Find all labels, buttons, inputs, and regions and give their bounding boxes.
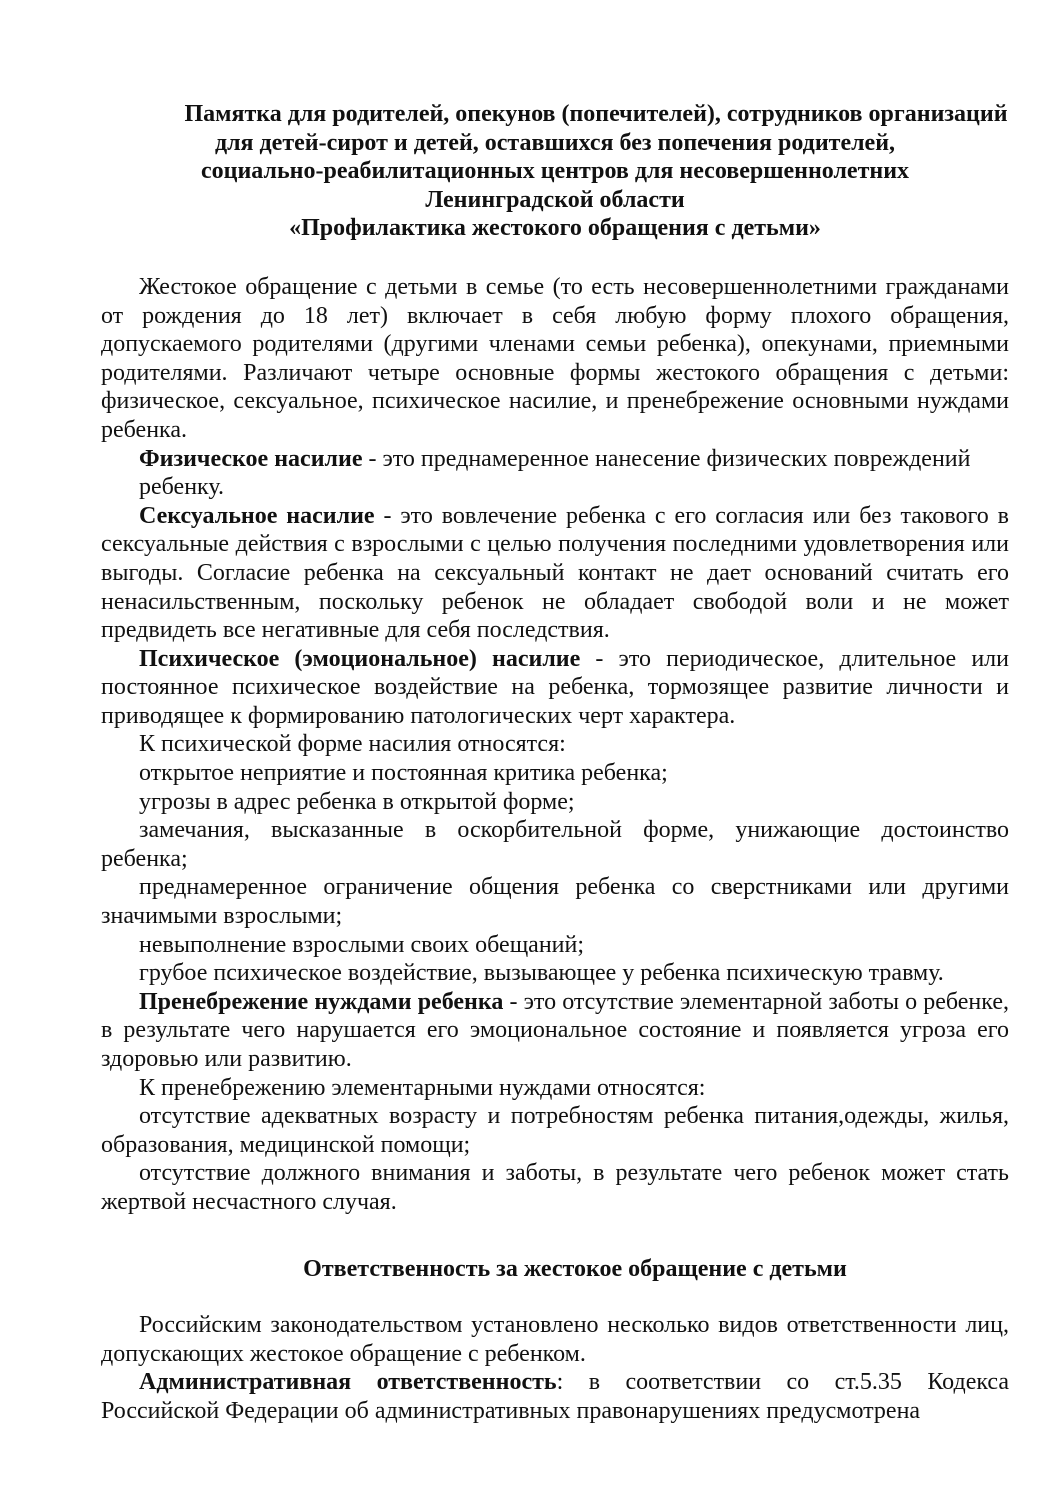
psychic-list-item: преднамеренное ограничение общения ребенка со сверстниками или другими значимыми взрослыми; [101,874,1009,930]
intro-paragraph: Жестокое обращение с детьми в семье (то есть несовершеннолетними гражданами от рождения до 18 лет) включает в себя любую форму плохого обращения, допускаемого родителями (другими членами семьи ребенка), опекунами, приемными родителями. Различают четыре основные формы жестокого обращения с детьми: физическое, сексуальное, психическое насилие, и пренебрежение основными нуждами ребенка. [101,273,1009,443]
title-line: «Профилактика жестокого обращения с детьми» [289,215,821,242]
section-heading: Ответственность за жестокое обращение с детьми [303,1255,847,1282]
physical-violence-term: Физическое насилие [139,445,363,472]
sexual-violence-term: Сексуальное насилие [139,502,375,529]
psychic-violence-text: - это периодическое, длительное или постоянное психическое воздействие на ребенка, тормозящее развитие личности и приводящее к формированию патологических черт характера. [101,645,1009,729]
psychic-list-item: грубое психическое воздействие, вызывающее у ребенка психическую травму. [139,960,944,987]
psychic-violence-term: Психическое (эмоциональное) насилие [139,645,581,672]
document-page [101,100,1009,1426]
administrative-paragraph [101,1368,1009,1425]
psychic-list-item: невыполнение взрослыми своих обещаний; [139,931,585,958]
psychic-list-item: замечания, высказанные в оскорбительной форме, унижающие достоинство ребенка; [101,817,1009,872]
neglect-list-intro: К пренебрежению элементарными нуждами относятся: [139,1074,706,1101]
psychic-list-item: угрозы в адрес ребенка в открытой форме; [139,788,575,815]
title-line: Памятка для родителей, опекунов (попечителей), сотрудников организаций [184,101,1008,127]
title-line: социально-реабилитационных центров для несовершеннолетних [200,158,910,185]
neglect-term: Пренебрежение нуждами ребенка [139,988,504,1015]
administrative-term: Административная ответственность [139,1369,557,1396]
psychic-list-item: открытое неприятие и постоянная критика ребенка; [139,760,668,787]
physical-violence-paragraph [101,445,1009,502]
title-line: для детей-сирот и детей, оставшихся без попечения родителей, [214,129,896,156]
neglect-text: - это отсутствие элементарной заботы о ребенке, в результате чего нарушается его эмоциональное состояние и появляется угроза его здоровью или развитию. [101,988,1009,1072]
responsibility-intro: Российским законодательством установлено несколько видов ответственности лиц, допускающих жестокое обращение с ребенком. [101,1312,1009,1367]
sexual-violence-text: - это вовлечение ребенка с его согласия или без такового в сексуальные действия с взрослыми с целью получения последними удовлетворения или выгоды. Согласие ребенка на сексуальный контакт не дает оснований считать его ненасильственным, поскольку ребенок не обладает свободой воли и не может предвидеть все негативные для себя последствия. [101,502,1009,644]
psychic-violence-paragraph [101,645,1009,731]
psychic-list-intro: К психической форме насилия относятся: [139,731,566,758]
physical-violence-text: - это преднамеренное нанесение физических повреждений ребенку. [139,445,971,501]
document-title [101,100,1009,243]
sexual-violence-paragraph [101,502,1009,645]
title-line: Ленинградской области [425,186,685,213]
neglect-list-item: отсутствие должного внимания и заботы, в результате чего ребенок может стать жертвой несчастного случая. [101,1160,1009,1215]
neglect-list-item: отсутствие адекватных возрасту и потребностям ребенка питания,одежды, жилья, образования, медицинской помощи; [101,1103,1009,1158]
administrative-text: : в соответствии со ст.5.35 Кодекса Российской Федерации об административных правонарушениях предусмотрена [101,1369,1009,1424]
neglect-paragraph [101,988,1009,1074]
